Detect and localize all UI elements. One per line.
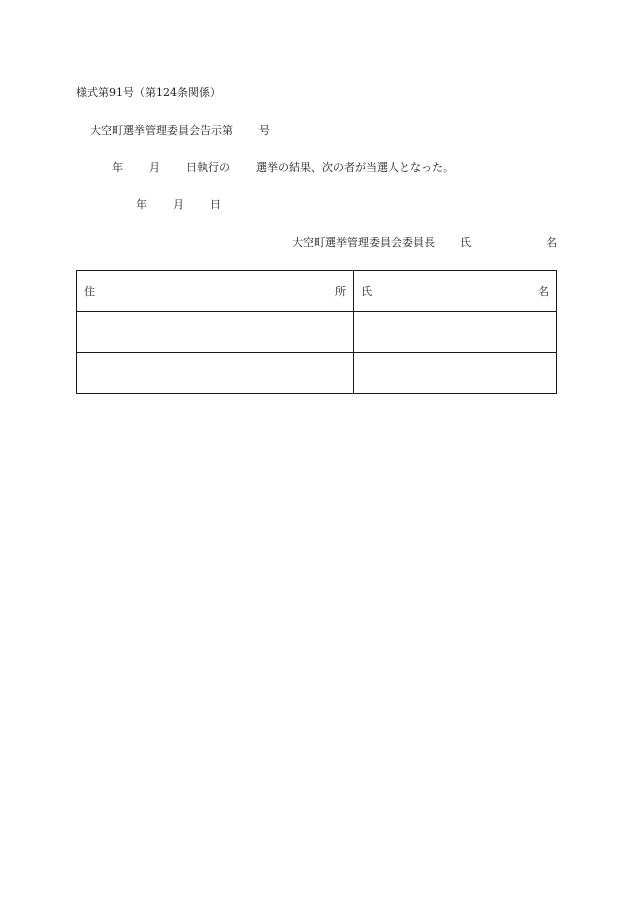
signature-name-first: 氏 <box>460 236 471 249</box>
name-header <box>354 271 557 312</box>
table-row <box>77 312 557 353</box>
form-number: 様式第91号（第124条関係） <box>76 86 221 99</box>
notice-title-prefix: 大空町選挙管理委員会告示第 <box>90 124 233 137</box>
winners-table <box>76 270 557 394</box>
notice-title-suffix: 号 <box>259 124 270 137</box>
body-sentence <box>112 161 454 175</box>
address-header <box>77 271 354 312</box>
table-row <box>77 353 557 394</box>
body-year: 年 <box>112 161 123 174</box>
issue-year: 年 <box>136 198 147 211</box>
issue-month: 月 <box>173 198 184 211</box>
address-cell[interactable] <box>77 312 354 353</box>
issue-day: 日 <box>210 198 221 211</box>
body-day-executed: 日執行の <box>186 161 230 174</box>
notice-title <box>90 124 270 138</box>
table-header-row <box>77 271 557 312</box>
address-header-right: 所 <box>335 285 346 298</box>
name-cell[interactable] <box>354 353 557 394</box>
address-header-left: 住 <box>84 285 95 298</box>
body-rest: 選挙の結果、次の者が当選人となった。 <box>256 161 454 174</box>
signature-title: 大空町選挙管理委員会委員長 <box>292 236 435 249</box>
issue-date <box>136 198 221 212</box>
signature-name-last: 名 <box>546 236 557 249</box>
address-cell[interactable] <box>77 353 354 394</box>
name-header-right: 名 <box>538 285 549 298</box>
name-header-left: 氏 <box>361 285 372 298</box>
name-cell[interactable] <box>354 312 557 353</box>
body-month: 月 <box>149 161 160 174</box>
